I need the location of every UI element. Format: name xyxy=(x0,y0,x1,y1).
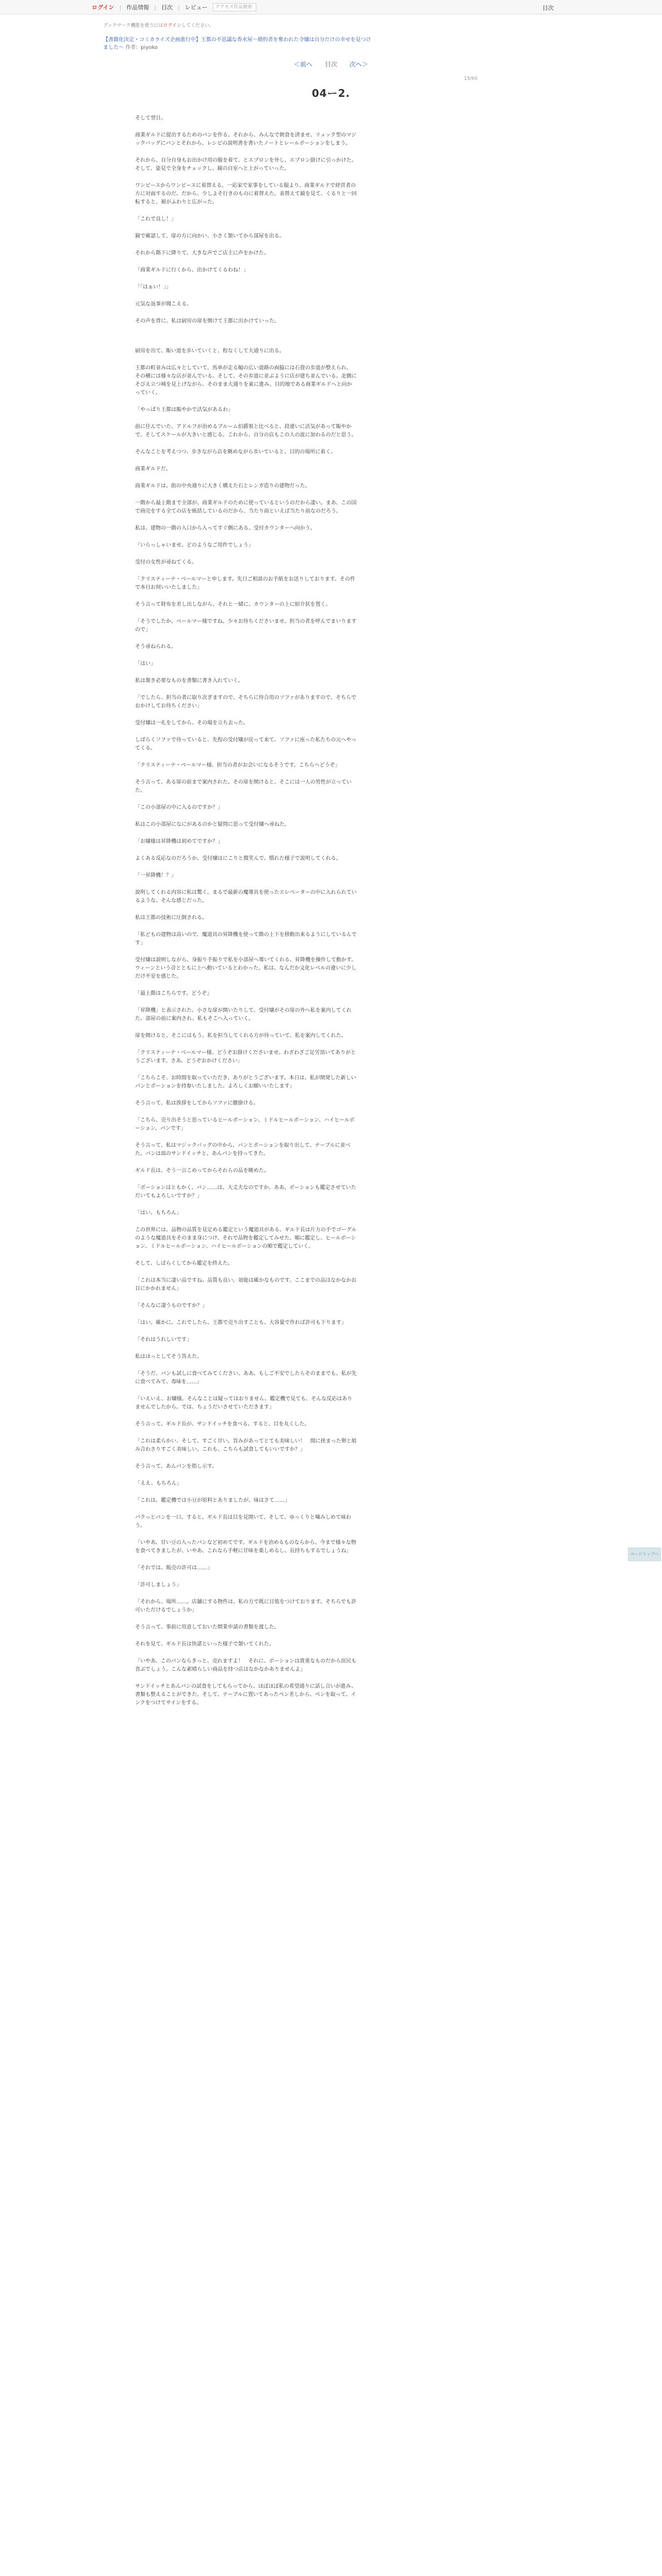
body-paragraph: 「そうでしたか。ベールマー様ですね。少々お待ちくださいませ。担当の者を呼んでまいりますので」 xyxy=(135,619,357,633)
body-paragraph: 「これで良し！」 xyxy=(135,216,176,222)
body-paragraph: そんなことを考えつつ、歩きながら店を眺めながら歩いていると、目的の場所に着く。 xyxy=(135,449,336,455)
nav-item-toc[interactable]: 目次 xyxy=(161,4,173,11)
body-paragraph: 厨房を出て、賑い道を歩いていくと、程なくして大通りに出る。 xyxy=(135,348,285,354)
body-paragraph: 「それでは、販売の許可は……」 xyxy=(135,1565,212,1571)
body-paragraph: 「一昇降機！？」 xyxy=(135,873,176,878)
series-author[interactable]: 作者：piyoko xyxy=(125,45,158,50)
top-bar xyxy=(0,0,662,14)
chapter-title: 04ー2. xyxy=(311,87,351,99)
page-top-button[interactable]: ページトップへ xyxy=(628,1548,661,1561)
body-paragraph: 王都の町並みは広々としていて、馬車が走る幅の広い道路の両脇には石畳の歩道が整えられ、その横には様々な店が並んでいる。そして、その歩道に並ぶように店が建ち並んでいる。北側にそびえ立つ城を見上げながら、そのまま大通りを東に進み、目的地である商業ギルドへと向かっていく。 xyxy=(135,365,357,396)
body-paragraph: 私はほっとしてそう答えた。 xyxy=(135,1354,202,1360)
body-paragraph: 「これは、鑑定機では小豆が原料とありましたが、味はさて……」 xyxy=(135,1498,290,1503)
body-paragraph: 私はこの小部屋になにがあるのかと疑問に思って受付嬢へ尋ねた。 xyxy=(135,822,290,827)
body-paragraph: ワンピースからワンピースに着替える。一応家で家事をしている服より、商業ギルドで経営者の方に対面するのだ。だから、少しよそ行きのものに着替えた。表替えて鏡を見て、くるりと一回転すると、裾がふわりと広がった。 xyxy=(135,183,357,205)
body-paragraph: それから階下に降りて、大きな声でご店主に声をかけた。 xyxy=(135,250,269,256)
series-title-link[interactable]: 【書籍化決定・コミカライズ企画進行中】王都の不思議な香水屋〜婚約者を奪われた令嬢は自分だけの幸せを見つけました〜 xyxy=(103,37,371,50)
next-chapter-link[interactable]: 次へ＞ xyxy=(349,61,368,68)
body-paragraph: 受付の女性が尋ねてくる。 xyxy=(135,560,197,565)
body-paragraph: 受付嬢は一礼をしてから、その場を立ち去った。 xyxy=(135,720,249,726)
body-paragraph: 「クリスティーナ・ベールマー様、担当の者がお会いになるそうです。こちらへどうぞ」 xyxy=(135,762,340,768)
body-paragraph: 「商業ギルドに行くから、出かけてくるわね！」 xyxy=(135,267,249,273)
body-paragraph: 前に住んでいた、アドルフが治めるブルーム伯爵領と比べると、段違いに活気があって賑やかで、そしてスケールが大きいと感じる。これから、自分の店もこの人の波に加わるのだと思う。 xyxy=(135,424,357,438)
body-paragraph: 「いやあ、甘い豆の入ったパンなど初めてです。ギルドを治めるものならから、今まで様々な物を食べてきましたが、いやあ、これなら手軽に甘味を楽しめるし、長持ちもするでしょうね」 xyxy=(135,1540,356,1554)
body-paragraph: 「これは本当に凄い品ですね。品質も良い。効能は確かなものです。ここまでの品はなかなかお目にかかれません」 xyxy=(135,1278,357,1292)
body-paragraph: 「私どもの建物は高いので、魔道具の昇降機を使って階の上下を移動出来るようにしているんです」 xyxy=(135,932,357,946)
body-paragraph: 「はい」 xyxy=(135,661,156,667)
nav-separator: | xyxy=(119,4,122,11)
body-paragraph: 「ポーションはともかく、パン……は。大丈夫なのですか。ああ、ポーションも鑑定させていただいてもよろしいですか？」 xyxy=(135,1185,356,1199)
body-paragraph: パクっとパンを一口。すると、ギルド長は目を見開いて、そして、ゆっくりと噛みしめて味わう。 xyxy=(135,1515,351,1529)
notice-suffix: してください。 xyxy=(181,23,214,28)
toc-link[interactable]: 目次 xyxy=(324,61,337,68)
body-paragraph: 「はい。確かに。これでしたら、王都で売り出すことも、大容量で作れば許可も下ります」 xyxy=(135,1320,346,1326)
bookmark-notice xyxy=(103,22,214,28)
body-paragraph: よくある反応なのだろうか。受付嬢はにこりと微笑んで、慣れた様子で説明してくれる。 xyxy=(135,856,341,861)
body-paragraph: 「いらっしゃいませ。どのようなご用件でしょう」 xyxy=(135,543,254,548)
body-paragraph: 「そんなに凄うものですか？」 xyxy=(135,1303,207,1309)
body-paragraph: 鏡で確認して、扉の方に向かい、小さく頷いてから部屋を出る。 xyxy=(135,233,285,239)
body-paragraph: そして、しばらくしてから鑑定を終えた。 xyxy=(135,1261,233,1266)
body-paragraph: 「「はぁい！」」 xyxy=(135,284,171,290)
body-paragraph: サンドイッチとあんパンの試食をしてもらってから、ほぼほぼ私の希望通りに話し合いが進み、書類も整えることができた。そして、テーブルに置いてあったペン差しから、ペンを取って、インクをつけてサインをする。 xyxy=(135,1684,357,1706)
nav-item-work-info[interactable]: 作品情報 xyxy=(126,4,150,11)
body-paragraph: 商業ギルドは、街の中央通りに大きく構えた石とレンガ造りの建物だった。 xyxy=(135,483,310,489)
body-paragraph: しばらくソファで待っていると、先程の受付嬢が戻って来て、ソファに座った私たちの元へやってくる。 xyxy=(135,737,357,751)
series-header xyxy=(103,36,371,52)
body-paragraph: 扉を開けると、そこにはもう、私を担当してくれる方が待っていて、私を案内してくれた。 xyxy=(135,1033,346,1039)
body-paragraph: 「クリスティーナ・ベールマーと申します。先日ご相談のお手紙をお送りしております。その件で本日お伺いいたしました」 xyxy=(135,577,355,590)
body-paragraph: 「お嬢様は昇降機は初めてですか？」 xyxy=(135,839,223,844)
body-paragraph: 「やっぱり王都は賑やかで活気があるわ」 xyxy=(135,407,233,413)
nav-separator: | xyxy=(154,4,156,11)
body-paragraph: 私は、建物の一階の入口から入ってすぐ側にある、受付カウンターへ向かう。 xyxy=(135,526,316,531)
chapter-body xyxy=(135,114,357,1716)
body-paragraph: 「ええ、もちろん」 xyxy=(135,1481,182,1486)
login-link[interactable]: ログイン xyxy=(92,4,114,11)
body-paragraph: そう言って、私はマジックバッグの中から、パンとポーションを取り出して、テーブルに並べた。パンは皿のサンドイッチと、あんパンを持ってきた。 xyxy=(135,1143,351,1157)
body-paragraph: それから、自分自身もお出かけ用の服を着て、とエプロンを外し、エプロン掛けに引っかけた。そして、姿見で全身をチェックし、鏡の自室へと上がっていった。 xyxy=(135,158,357,172)
body-paragraph: 「昇降機」と表示された、小さな扉が開いたりして、受付嬢がその扉の外へ私を案内してくれた。部屋の前に案内され、私もそこへ入っていく。 xyxy=(135,1008,352,1022)
body-paragraph: この世界には、品物の品質を見定める鑑定という魔道具がある。ギルド長は片方の手でゴーグルのような魔道具をそのまま身につけ、それで品物を鑑定してみせた。順に鑑定し、ヒールポーション、ミドルヒールポーション、ハイヒールポーションの順で鑑定していく。 xyxy=(135,1227,357,1249)
body-paragraph: 一階から最上階まで全部が、商業ギルドのために使っているというのだから凄い。まあ、この国で商売をする全ての店を統括しているのだから、当たり前といえば当たり前なのだろう。 xyxy=(135,500,357,514)
body-paragraph: そう言って、ギルド長が、サンドイッチを食べる。すると、目を丸くした。 xyxy=(135,1421,310,1427)
body-paragraph: そして翌日。 xyxy=(135,115,166,121)
notice-login-link[interactable]: ログイン xyxy=(163,23,181,28)
body-paragraph: 「最上階はこちらです。どうぞ」 xyxy=(135,991,212,996)
top-nav xyxy=(92,2,256,12)
body-paragraph: 私は頷き必要なものを書類に書き入れていく。 xyxy=(135,678,243,684)
body-paragraph: そう言って、事前に用意しておいた開業申請の書類を渡した。 xyxy=(135,1624,279,1630)
body-paragraph: そう尋ねられる。 xyxy=(135,644,176,650)
body-paragraph: 説明してくれる内容に私は驚く。まるで最新の魔導具を使ったエレベーターの中に入れられているような、そんな感じだった。 xyxy=(135,890,357,904)
body-paragraph: 「そうだ、パンも試しに食べてみてください。ああ、もしご不安でしたらそのままでも、私が先に食べてみて、毒味を……」 xyxy=(135,1371,357,1385)
chapter-pager xyxy=(0,60,662,69)
body-paragraph: 「いえいえ、お嬢様。そんなことは疑ってはおりません。鑑定機で見ても、そんな反応はありませんでしたから。では、ちょうだいさせていただきます」 xyxy=(135,1396,353,1410)
notice-prefix: ブックマーク機能を使うには xyxy=(103,23,163,28)
body-paragraph: 「こちらこそ、お時間を取っていただき、ありがとうございます。本日は、私が開発した新しいパンとポーションを持参いたしました。よろしくお願いいたします」 xyxy=(135,1075,356,1089)
search-input[interactable]: アクセス作品検索 xyxy=(213,3,256,11)
body-paragraph: 商業ギルドだ。 xyxy=(135,466,171,472)
body-paragraph: 「それから、場所……。店舗にする物件は、私の方で既に目処をつけております。そちらでも許可いただけるでしょうか」 xyxy=(135,1599,357,1613)
body-paragraph: 「こちら、売り出そうと思っているヒールポーション、ミドルヒールポーション、ハイヒールポーション、パンです」 xyxy=(135,1117,355,1131)
body-paragraph: 受付嬢は説明しながら、身振り手振りで私を小部屋へ導いてくれる。昇降機を操作して動かす。ウィーンという音とともに上へ動いているとわかった。私は、なんだか文化レベルの違いに少しだけ不安を感じた。 xyxy=(135,957,357,979)
body-paragraph: 「それはうれしいです」 xyxy=(135,1337,192,1343)
nav-item-review[interactable]: レビュー xyxy=(185,4,208,11)
body-paragraph: 「許可しましょう」 xyxy=(135,1582,181,1588)
chapter-number: 15/60 xyxy=(464,76,477,81)
body-paragraph: 商業ギルドに提出するためのパンを作る。それから、みんなで朝食を済ませ、リュック型のマジックバッグにパンとそれから、レシピの説明書を書いたノートとレールポーションをしまう。 xyxy=(135,132,357,146)
body-paragraph: 元気な返事が聞こえる。 xyxy=(135,301,192,307)
body-paragraph: 私は王都の技術に圧倒される。 xyxy=(135,915,207,921)
body-paragraph: 「はい、もちろん」 xyxy=(135,1210,181,1216)
prev-chapter-link[interactable]: ＜前へ xyxy=(294,61,313,68)
body-paragraph: そう言って、あんパンを指し示す。 xyxy=(135,1464,217,1469)
body-paragraph: 「これは柔らかい、そして、すごく甘い。旨みがあってとても美味しい！ 間に挟まった卵と組み合わさりすごく美味しい。これも、こちらも試食してもいいですか？」 xyxy=(135,1438,357,1452)
body-paragraph: その声を背に、私は厨房の扉を開けて王都に出かけていった。 xyxy=(135,318,279,324)
toc-link-right[interactable]: 目次 xyxy=(542,5,554,11)
body-paragraph: 「この小部屋の中に入るのですか？」 xyxy=(135,805,223,810)
body-paragraph: ギルド長は、そう一言こめってからそれらの品を眺めた。 xyxy=(135,1168,269,1174)
body-paragraph: それを見て、ギルド長は快諾といった様子で頷いてくれた。 xyxy=(135,1641,274,1647)
body-paragraph: 「クリスティーナ・ベールマー様、どうぞお掛けくださいませ。わざわざご足労頂いてありがとうございます。さあ、どうぞおかけください」 xyxy=(135,1050,356,1064)
body-paragraph: 「でしたら、担当の者に取り次ぎますので、そちらに待合用のソファがありますので、そちらでおかけしてお待ちください」 xyxy=(135,695,357,709)
body-paragraph: そう言って、私は挨拶をしてからソファに腰掛ける。 xyxy=(135,1100,259,1106)
body-paragraph: そう言って財布を差し出しながら、それと一緒に、カウンターの上に紹介状を置く。 xyxy=(135,602,331,607)
body-paragraph: そう言って、ある扉の前まで案内された。その扉を開けると、そこには一人の男性が立っていた。 xyxy=(135,779,352,793)
nav-separator: | xyxy=(177,4,180,11)
body-paragraph: 「いやあ、このパンならきっと、売れますよ！ それに、ポーションは貴重なものだから庶民も喜ぶでしょう。こんな素晴らしい商品を持つ店はなかなかありませんよ」 xyxy=(135,1658,357,1672)
